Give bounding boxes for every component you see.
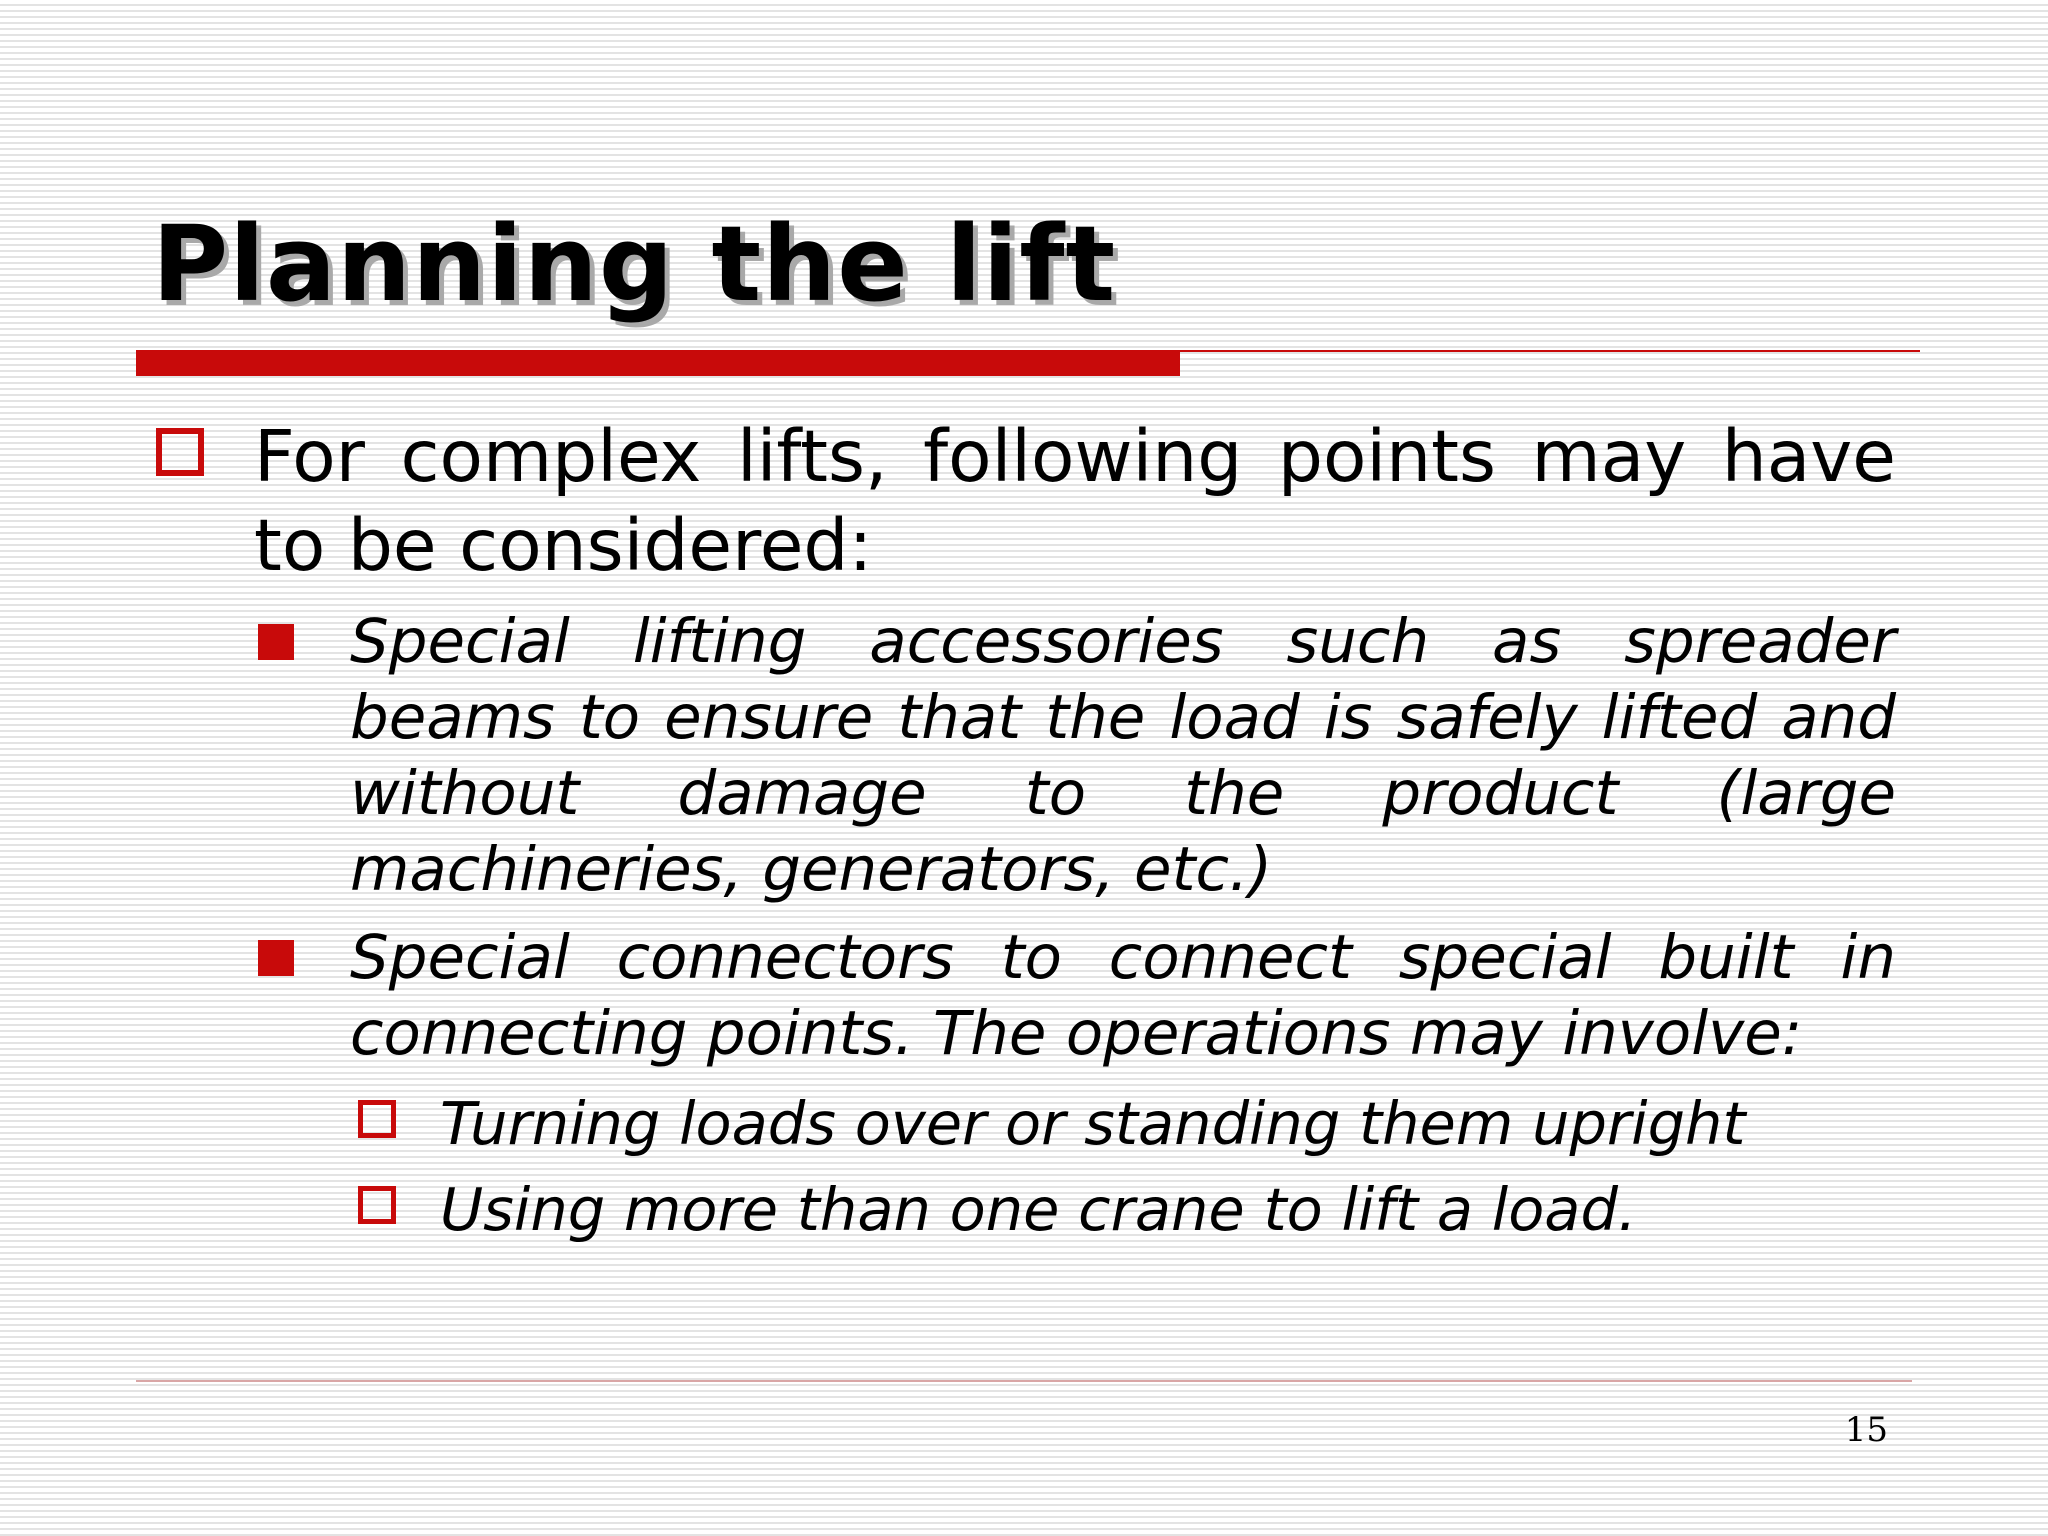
bullet-text: Special connectors to connect special built in connecting points. The operations may involve: [350,922,1896,1069]
bullet-text: Using more than one crane to lift a load. [440,1175,1637,1244]
bullet-text: Special lifting accessories such as spreader beams to ensure that the load is safely lifted and without damage to the product (large machineries, generators, etc.) [350,606,1896,905]
hollow-square-bullet-icon [156,428,204,476]
solid-square-bullet-icon [258,624,294,660]
hollow-square-bullet-icon [358,1186,396,1224]
title-underline-thin [1180,350,1920,352]
footer-divider [136,1380,1912,1382]
bullet-text: For complex lifts, following points may have to be considered: [254,415,1896,587]
slide-title: Planning the lift [152,203,1117,325]
bullet-text: Turning loads over or standing them upright [440,1089,1746,1158]
hollow-square-bullet-icon [358,1100,396,1138]
solid-square-bullet-icon [258,940,294,976]
title-underline-thick [136,350,1180,376]
page-number: 15 [1844,1410,1888,1450]
